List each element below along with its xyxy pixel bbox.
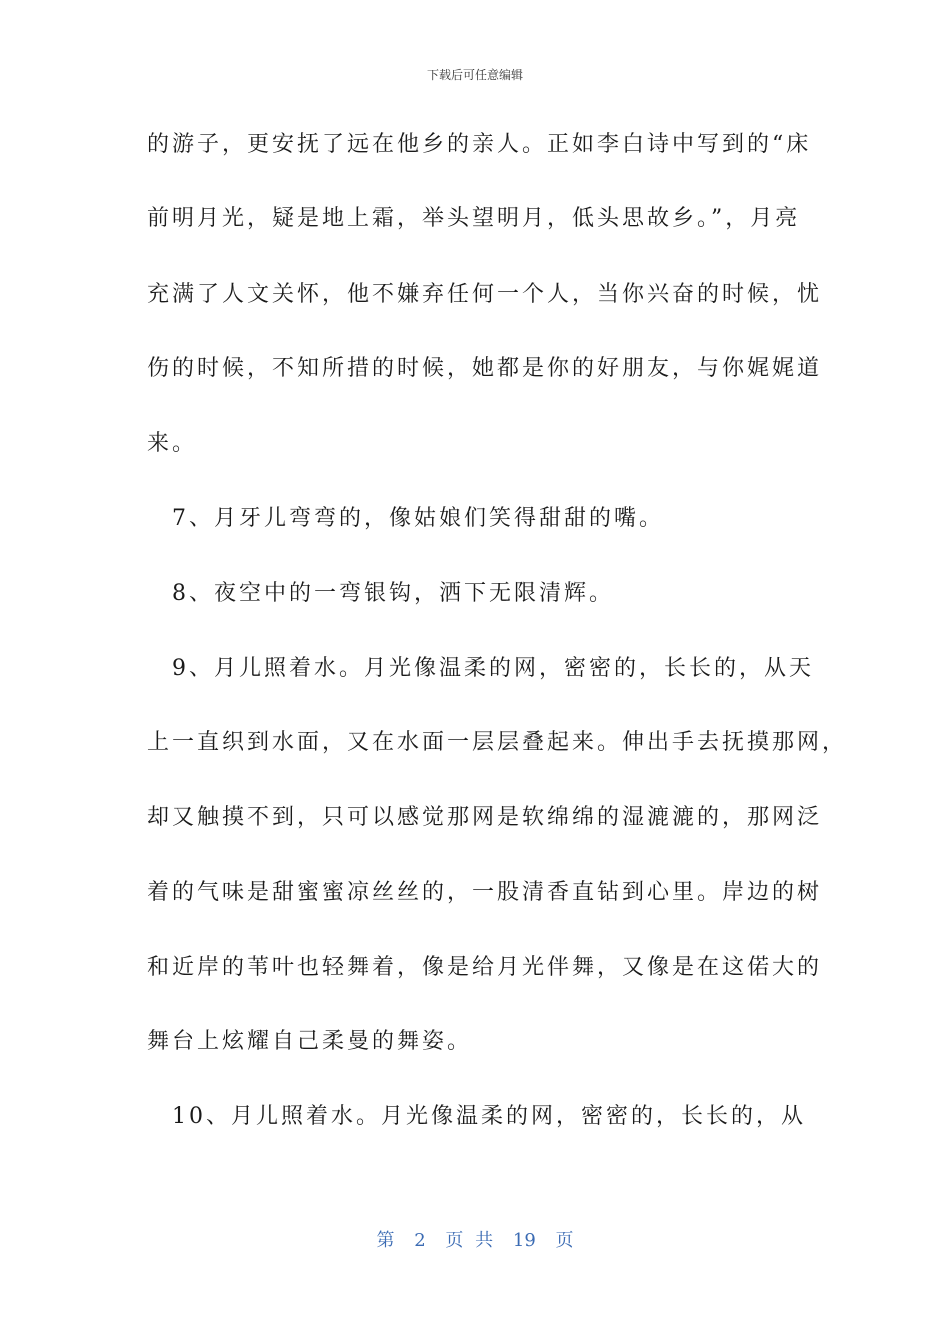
body-line: 9、月儿照着水。月光像温柔的网，密密的，长长的，从天 bbox=[147, 656, 814, 681]
page-footer bbox=[0, 1226, 950, 1252]
body-line: 上一直织到水面，又在水面一层层叠起来。伸出手去抚摸那网， bbox=[147, 730, 848, 755]
body-line: 和近岸的苇叶也轻舞着，像是给月光伴舞，又像是在这偌大的 bbox=[147, 955, 823, 980]
footer-suffix: 页 bbox=[555, 1230, 574, 1251]
page-header: 下载后可任意编辑 bbox=[426, 68, 523, 82]
body-line: 8、夜空中的一弯银钩，洒下无限清辉。 bbox=[147, 581, 614, 606]
body-line: 10、月儿照着水。月光像温柔的网，密密的，长长的，从 bbox=[147, 1104, 806, 1129]
body-line: 来。 bbox=[147, 431, 198, 456]
footer-page-number: 2 bbox=[414, 1230, 426, 1251]
footer-total-pages: 19 bbox=[512, 1230, 536, 1251]
body-line: 舞台上炫耀自己柔曼的舞姿。 bbox=[147, 1029, 473, 1054]
body-line: 充满了人文关怀，他不嫌弃任何一个人，当你兴奋的时候，忧 bbox=[147, 282, 823, 307]
body-line: 7、月牙儿弯弯的，像姑娘们笑得甜甜的嘴。 bbox=[147, 506, 664, 531]
footer-mid: 页 共 bbox=[445, 1230, 494, 1251]
body-line: 着的气味是甜蜜蜜凉丝丝的，一股清香直钻到心里。岸边的树 bbox=[147, 880, 823, 905]
footer-prefix: 第 bbox=[376, 1230, 395, 1251]
body-line: 伤的时候，不知所措的时候，她都是你的好朋友，与你娓娓道 bbox=[147, 356, 823, 381]
body-line: 前明月光，疑是地上霜，举头望明月，低头思故乡。”，月亮 bbox=[147, 206, 801, 231]
body-line: 却又触摸不到，只可以感觉那网是软绵绵的湿漉漉的，那网泛 bbox=[147, 805, 823, 830]
body-line: 的游子，更安抚了远在他乡的亲人。正如李白诗中写到的“床 bbox=[147, 132, 812, 157]
